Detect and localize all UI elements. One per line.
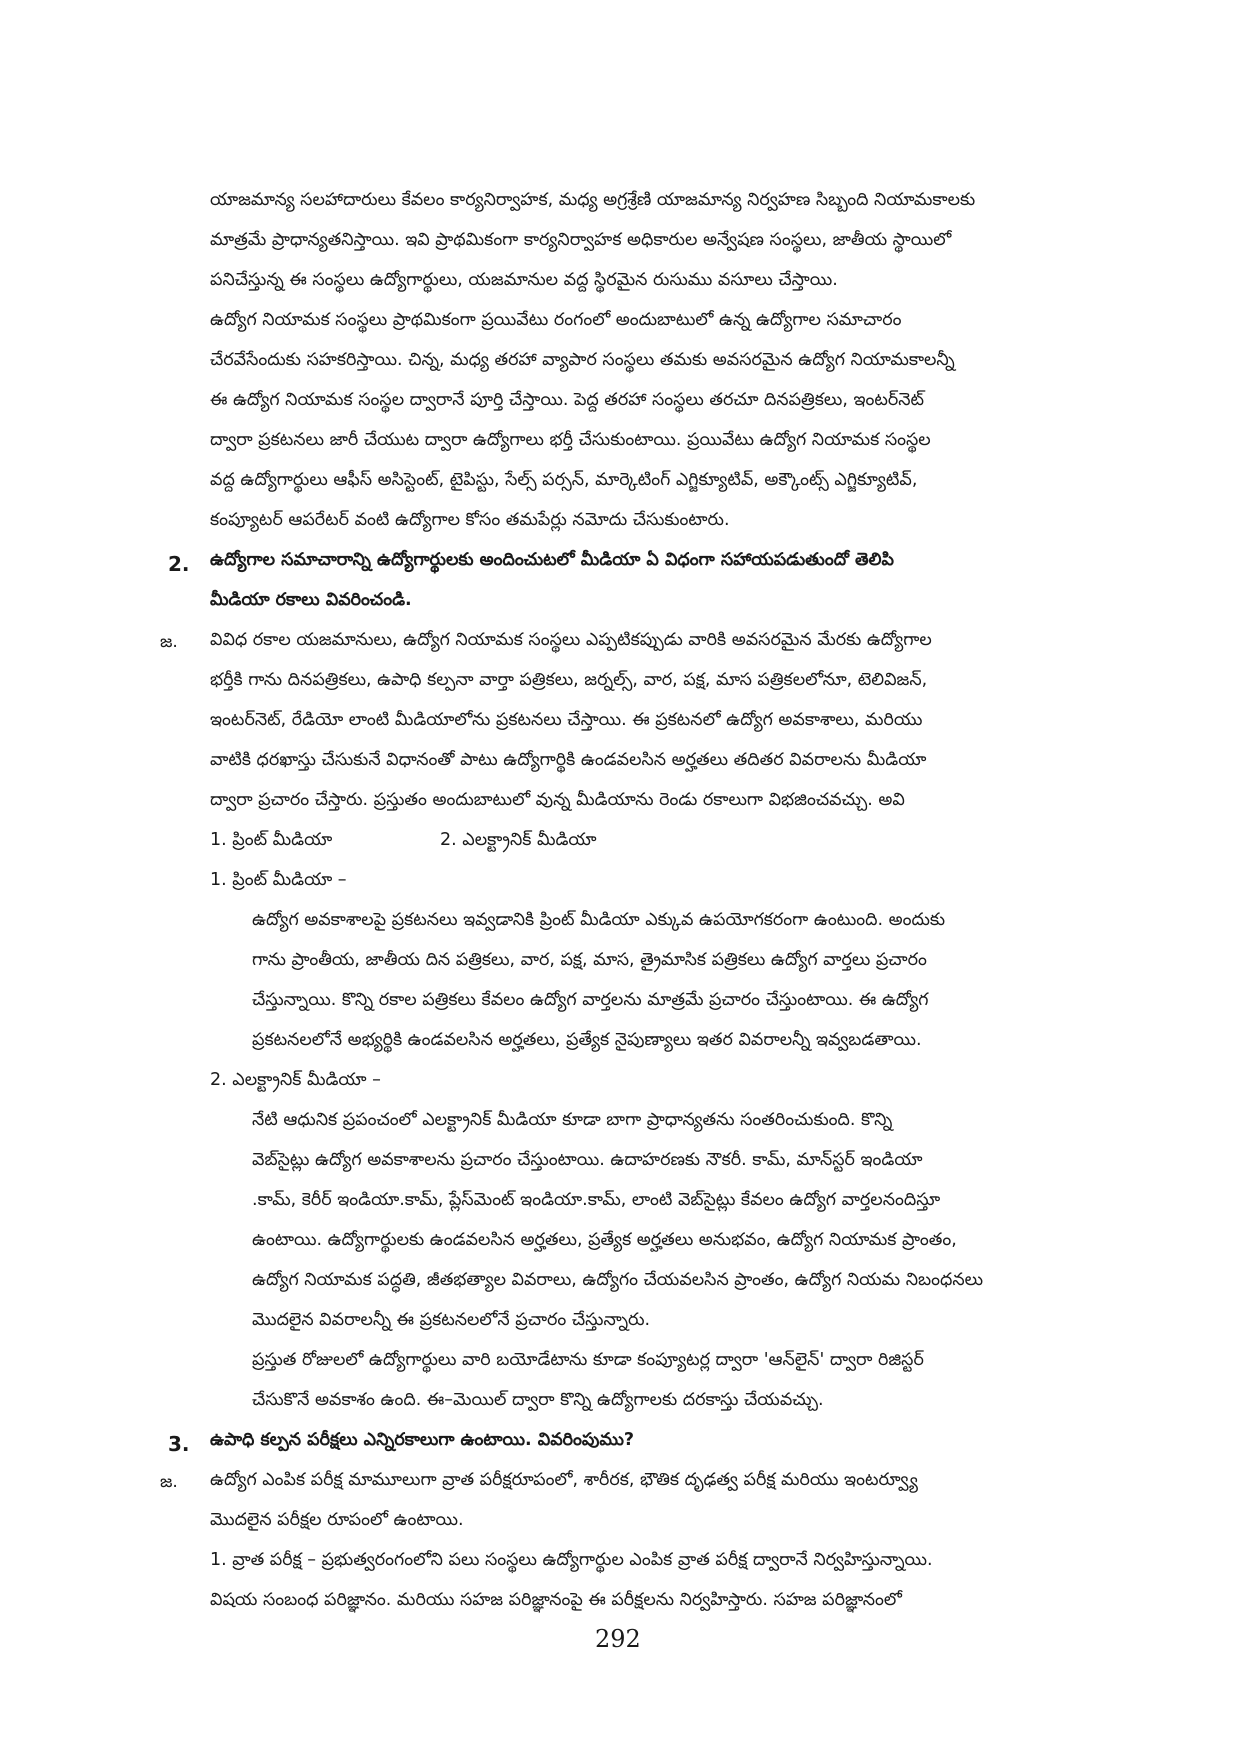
- answer-text-line: ఇంటర్‌నెట్, రేడియో లాంటి మీడియాలోను ప్రకటనలు చేస్తాయి. ఈ ప్రకటనలో ఉద్యోగ అవకాశాలు, మరియు: [210, 710, 923, 730]
- written-exam-text-line: 1. వ్రాత పరీక్ష – ప్రభుత్వరంగంలోని పలు సంస్థలు ఉద్యోగార్థుల ఎంపిక వ్రాత పరీక్ష ద్వారానే నిర్వహిస్తున్నాయి.: [210, 1550, 933, 1570]
- media-list-item: 1. ప్రింట్ మీడియా: [210, 830, 333, 850]
- electronic-media-text-line: ఉంటాయి. ఉద్యోగార్థులకు ఉండవలసిన అర్హతలు, ప్రత్యేక అర్హతలు అనుభవం, ఉద్యోగ నియామక ప్రాంతం,: [252, 1230, 957, 1250]
- answer-text-line: మొదలైన పరీక్షల రూపంలో ఉంటాయి.: [210, 1510, 464, 1530]
- question-number: 2.: [168, 552, 190, 576]
- electronic-media-text-line: వెబ్‌సైట్లు ఉద్యోగ అవకాశాలను ప్రచారం చేస్తుంటాయి. ఉదాహరణకు నౌకరీ. కామ్, మాన్‌స్టర్ ఇండియా: [252, 1150, 923, 1170]
- online-text-line: ప్రస్తుత రోజులలో ఉద్యోగార్థులు వారి బయోడేటాను కూడా కంప్యూటర్ల ద్వారా 'ఆన్‌లైన్' ద్వారా రిజిస్టర్: [252, 1350, 924, 1370]
- page-number: 292: [595, 1625, 641, 1653]
- electronic-media-text-line: నేటి ఆధునిక ప్రపంచంలో ఎలక్ట్రానిక్ మీడియా కూడా బాగా ప్రాధాన్యతను సంతరించుకుంది. కొన్ని: [252, 1110, 893, 1130]
- online-text-line: చేసుకొనే అవకాశం ఉంది. ఈ–మెయిల్ ద్వారా కొన్ని ఉద్యోగాలకు దరకాస్తు చేయవచ్చు.: [252, 1390, 824, 1410]
- answer-text-line: వాటికి ధరఖాస్తు చేసుకునే విధానంతో పాటు ఉద్యోగార్థికి ఉండవలసిన అర్హతలు తదితర వివరాలను మీడియా: [210, 750, 927, 770]
- answer-text-line: వివిధ రకాల యజమానులు, ఉద్యోగ నియామక సంస్థలు ఎప్పటికప్పుడు వారికి అవసరమైన మేరకు ఉద్యోగాల: [210, 630, 932, 650]
- print-media-text-line: ఉద్యోగ అవకాశాలపై ప్రకటనలు ఇవ్వడానికి ప్రింట్ మీడియా ఎక్కువ ఉపయోగకరంగా ఉంటుంది. అందుకు: [252, 910, 946, 930]
- body-text-line: ఈ ఉద్యోగ నియామక సంస్థల ద్వారానే పూర్తి చేస్తాయి. పెద్ద తరహా సంస్థలు తరచూ దినపత్రికలు, ఇంటర్‌నెట్: [210, 390, 925, 410]
- print-media-text-line: గాను ప్రాంతీయ, జాతీయ దిన పత్రికలు, వార, పక్ష, మాస, త్రైమాసిక పత్రికలు ఉద్యోగ వార్తలు ప్రచారం: [252, 950, 927, 970]
- written-exam-text-line: విషయ సంబంధ పరిజ్ఞానం. మరియు సహజ పరిజ్ఞానంపై ఈ పరీక్షలను నిర్వహిస్తారు. సహజ పరిజ్ఞానంలో: [210, 1590, 902, 1610]
- answer-marker: జ.: [160, 1472, 178, 1492]
- print-media-text-line: చేస్తున్నాయి. కొన్ని రకాల పత్రికలు కేవలం ఉద్యోగ వార్తలను మాత్రమే ప్రచారం చేస్తుంటాయి. ఈ ఉద్యోగ: [252, 990, 929, 1010]
- body-text-line: కంప్యూటర్ ఆపరేటర్ వంటి ఉద్యోగాల కోసం తమపేర్లు నమోదు చేసుకుంటారు.: [210, 510, 730, 530]
- question-text-line: ఉపాధి కల్పన పరీక్షలు ఎన్నిరకాలుగా ఉంటాయి. వివరింపుము?: [210, 1430, 635, 1450]
- subheading-electronic-media: 2. ఎలక్ట్రానిక్ మీడియా –: [210, 1070, 381, 1090]
- body-text-line: యాజమాన్య సలహాదారులు కేవలం కార్యనిర్వాహక, మధ్య అగ్రశ్రేణి యాజమాన్య నిర్వహణ సిబ్బంది నియామకాలకు: [210, 190, 976, 210]
- electronic-media-text-line: ఉద్యోగ నియామక పద్ధతి, జీతభత్యాల వివరాలు, ఉద్యోగం చేయవలసిన ప్రాంతం, ఉద్యోగ నియమ నిబంధనలు: [252, 1270, 984, 1290]
- question-text-line: మీడియా రకాలు వివరించండి.: [210, 590, 412, 610]
- body-text-line: మాత్రమే ప్రాధాన్యతనిస్తాయి. ఇవి ప్రాథమికంగా కార్యనిర్వాహక అధికారుల అన్వేషణ సంస్థలు, జాతీయ స్థాయిలో: [210, 230, 952, 250]
- electronic-media-text-line: మొదలైన వివరాలన్నీ ఈ ప్రకటనలలోనే ప్రచారం చేస్తున్నారు.: [252, 1310, 651, 1330]
- answer-marker: జ.: [160, 632, 178, 652]
- body-text-line: వద్ద ఉద్యోగార్థులు ఆఫీస్ అసిస్టెంట్, టైపిస్టు, సేల్స్ పర్సన్, మార్కెటింగ్ ఎగ్జిక్యూటివ్, అక్కౌంట్స్ ఎగ్జిక్యూటివ్,: [210, 470, 918, 490]
- body-text-line: ద్వారా ప్రకటనలు జారీ చేయుట ద్వారా ఉద్యోగాలు భర్తీ చేసుకుంటాయి. ప్రయివేటు ఉద్యోగ నియామక సంస్థల: [210, 430, 931, 450]
- media-list-item: 2. ఎలక్ట్రానిక్ మీడియా: [440, 830, 597, 850]
- body-text-line: పనిచేస్తున్న ఈ సంస్థలు ఉద్యోగార్థులు, యజమానుల వద్ద స్థిరమైన రుసుము వసూలు చేస్తాయి.: [210, 270, 838, 290]
- body-text-line: చేరవేసేందుకు సహకరిస్తాయి. చిన్న, మధ్య తరహా వ్యాపార సంస్థలు తమకు అవసరమైన ఉద్యోగ నియామకాలన్నీ: [210, 350, 955, 370]
- answer-text-line: ఉద్యోగ ఎంపిక పరీక్ష మామూలుగా వ్రాత పరీక్షరూపంలో, శారీరక, భౌతిక దృఢత్వ పరీక్ష మరియు ఇంటర్వ్యూ: [210, 1470, 918, 1490]
- subheading-print-media: 1. ప్రింట్ మీడియా –: [210, 870, 347, 890]
- question-text-line: ఉద్యోగాల సమాచారాన్ని ఉద్యోగార్థులకు అందించుటలో మీడియా ఏ విధంగా సహాయపడుతుందో తెలిపి: [210, 550, 894, 570]
- print-media-text-line: ప్రకటనలలోనే అభ్యర్థికి ఉండవలసిన అర్హతలు, ప్రత్యేక నైపుణ్యాలు ఇతర వివరాలన్నీ ఇవ్వబడతాయి.: [252, 1030, 922, 1050]
- question-number: 3.: [168, 1432, 190, 1456]
- answer-text-line: భర్తీకి గాను దినపత్రికలు, ఉపాధి కల్పనా వార్తా పత్రికలు, జర్నల్స్, వార, పక్ష, మాస పత్రికలలోనూ, టెలివిజన్,: [210, 670, 928, 690]
- electronic-media-text-line: .కామ్, కెరీర్ ఇండియా.కామ్, ప్లేస్‌మెంట్ ఇండియా.కామ్, లాంటి వెబ్‌సైట్లు కేవలం ఉద్యోగ వార్తలనందిస్తూ: [252, 1190, 941, 1210]
- answer-text-line: ద్వారా ప్రచారం చేస్తారు. ప్రస్తుతం అందుబాటులో వున్న మీడియాను రెండు రకాలుగా విభజించవచ్చు. అవి: [210, 790, 905, 810]
- body-text-line: ఉద్యోగ నియామక సంస్థలు ప్రాథమికంగా ప్రయివేటు రంగంలో అందుబాటులో ఉన్న ఉద్యోగాల సమాచారం: [210, 310, 902, 330]
